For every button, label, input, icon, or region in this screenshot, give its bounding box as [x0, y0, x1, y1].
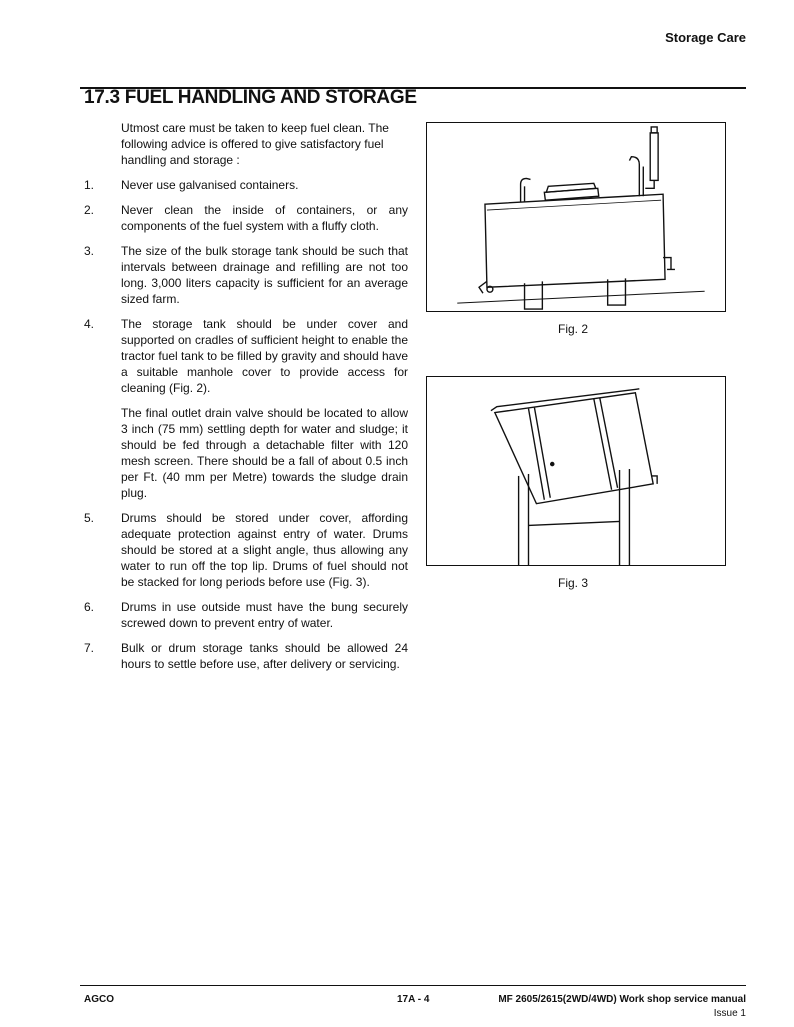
footer-page-number: 17A - 4: [397, 994, 430, 1005]
list-item: [84, 510, 408, 590]
list-item-text: The size of the bulk storage tank should be such that intervals between drainage and refilling are not too long. 3,000 liters capacity is sufficient for an average sized farm.: [121, 244, 408, 306]
list-item-number: 7.: [84, 641, 95, 655]
list-item-number: 4.: [84, 317, 95, 331]
list-item: [84, 599, 408, 631]
footer-publisher: AGCO: [84, 994, 114, 1005]
list-item: [84, 640, 408, 672]
intro-paragraph: Utmost care must be taken to keep fuel clean. The following advice is offered to give satisfactory fuel handling and storage :: [121, 121, 389, 167]
drum-storage-illustration: [427, 377, 725, 565]
body-text-column: [84, 120, 408, 681]
storage-tank-illustration: [427, 123, 725, 311]
list-item-number: 1.: [84, 178, 95, 192]
page-header-title: Storage Care: [665, 30, 746, 45]
list-item-number: 6.: [84, 600, 95, 614]
list-item-text: Never clean the inside of containers, or any components of the fuel system with a fluffy cloth.: [121, 203, 408, 233]
list-item: [84, 316, 408, 396]
list-item-text: Drums in use outside must have the bung securely screwed down to prevent entry of water.: [121, 600, 408, 630]
footer-issue: Issue 1: [713, 1008, 746, 1019]
list-item-number: 5.: [84, 511, 95, 525]
list-item-number: 2.: [84, 203, 95, 217]
list-item: [84, 243, 408, 307]
list-item-text: Never use galvanised containers.: [121, 178, 299, 192]
footer-rule: [80, 985, 746, 986]
list-item-text: Bulk or drum storage tanks should be allowed 24 hours to settle before use, after delivery or servicing.: [121, 641, 408, 671]
figure-2-storage-tank: [426, 122, 726, 312]
list-item-number: 3.: [84, 244, 95, 258]
list-item: [84, 202, 408, 234]
figure-3-caption: Fig. 3: [558, 576, 589, 590]
footer-manual-title: MF 2605/2615(2WD/4WD) Work shop service manual: [498, 994, 746, 1005]
figure-2-caption: Fig. 2: [558, 322, 589, 336]
figure-3-drum-storage: [426, 376, 726, 566]
list-item-text: Drums should be stored under cover, affording adequate protection against entry of water. Drums should be stored at a slight angle, thus allowing any water to run off the top lip. Drums of fuel should not be stacked for long periods before use (Fig. 3).: [121, 511, 408, 589]
drain-valve-note: The final outlet drain valve should be located to allow 3 inch (75 mm) settling depth for water and sludge; it should be fed through a detachable filter with 120 mesh screen. There should be a fall of about 0.5 inch per Ft. (40 mm per Metre) towards the sludge drain plug.: [121, 406, 408, 500]
list-item-text: The storage tank should be under cover and supported on cradles of sufficient height to enable the tractor fuel tank to be filled by gravity and should have a suitable manhole cover to provide access for cleaning (Fig. 2).: [121, 317, 408, 395]
section-heading: 17.3 FUEL HANDLING AND STORAGE: [84, 87, 417, 108]
list-item: [84, 177, 408, 193]
